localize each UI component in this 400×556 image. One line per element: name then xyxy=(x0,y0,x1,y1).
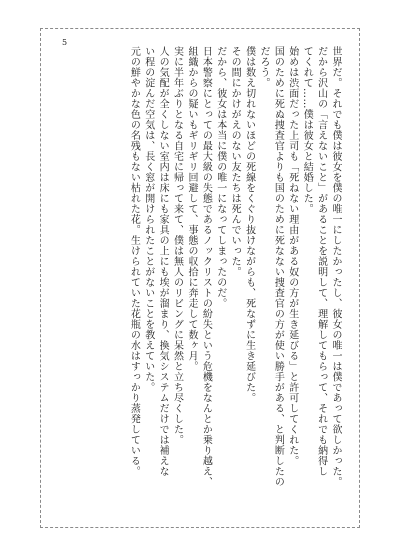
text-line: その間にかけがえのない友たちは死んでいった。 xyxy=(229,46,241,277)
text-line: だから、彼女は本当に僕の唯一になってしまったのだ。 xyxy=(214,46,226,309)
text-line: 日本警察にとっての最大級の失態であるノックリストの紛失という危機をなんとか乗り越え、 xyxy=(200,46,212,487)
text-line: 始めは渋面だった上司も「死ねない理由がある奴の方が生き延びる」と許可してくれた。 xyxy=(286,46,298,466)
text-line: い程の淀んだ空気は、長く窓が開けられたことがないことを教えていた。 xyxy=(142,46,154,393)
text-line: 僕は数え切れないほどの死線をくぐり抜けながらも、死なずに生き延びた。 xyxy=(243,46,255,403)
text-line: 世界だ。それでも僕は彼女を僕の唯一にしたかったし、彼女の唯一は僕であって欲しかった。 xyxy=(330,46,341,487)
text-line: 元の鮮やかな色の名残もない枯れた花。生けられていた花瓶の水はすっかり蒸発している。 xyxy=(128,46,140,477)
text-line: 組織からの疑いもギリギリ回避して、事態の収拾に奔走して数ヶ月。 xyxy=(185,46,197,372)
text-line: 人の気配が全くしない室内は床にも家具の上にも埃が溜まり、換気システムだけでは補えな xyxy=(157,46,169,477)
text-line: てくれて……僕は彼女と結婚した。 xyxy=(301,46,313,214)
page-number: 5 xyxy=(62,38,68,47)
text-line: 国のために死ぬ捜査官よりも国のために死なない捜査官の方が使い勝手がある、と判断したの xyxy=(272,46,284,487)
text-line: だから沢山の「言えないこと」があることを説明して、理解してもらって、それでも納得し xyxy=(315,46,327,477)
text-line: 実に半年ぶりとなる自宅に帰って来て、僕は無人のリビングに呆然と立ち尽くした。 xyxy=(171,46,183,445)
text-body xyxy=(62,46,342,516)
text-line: だろう。 xyxy=(257,46,269,88)
